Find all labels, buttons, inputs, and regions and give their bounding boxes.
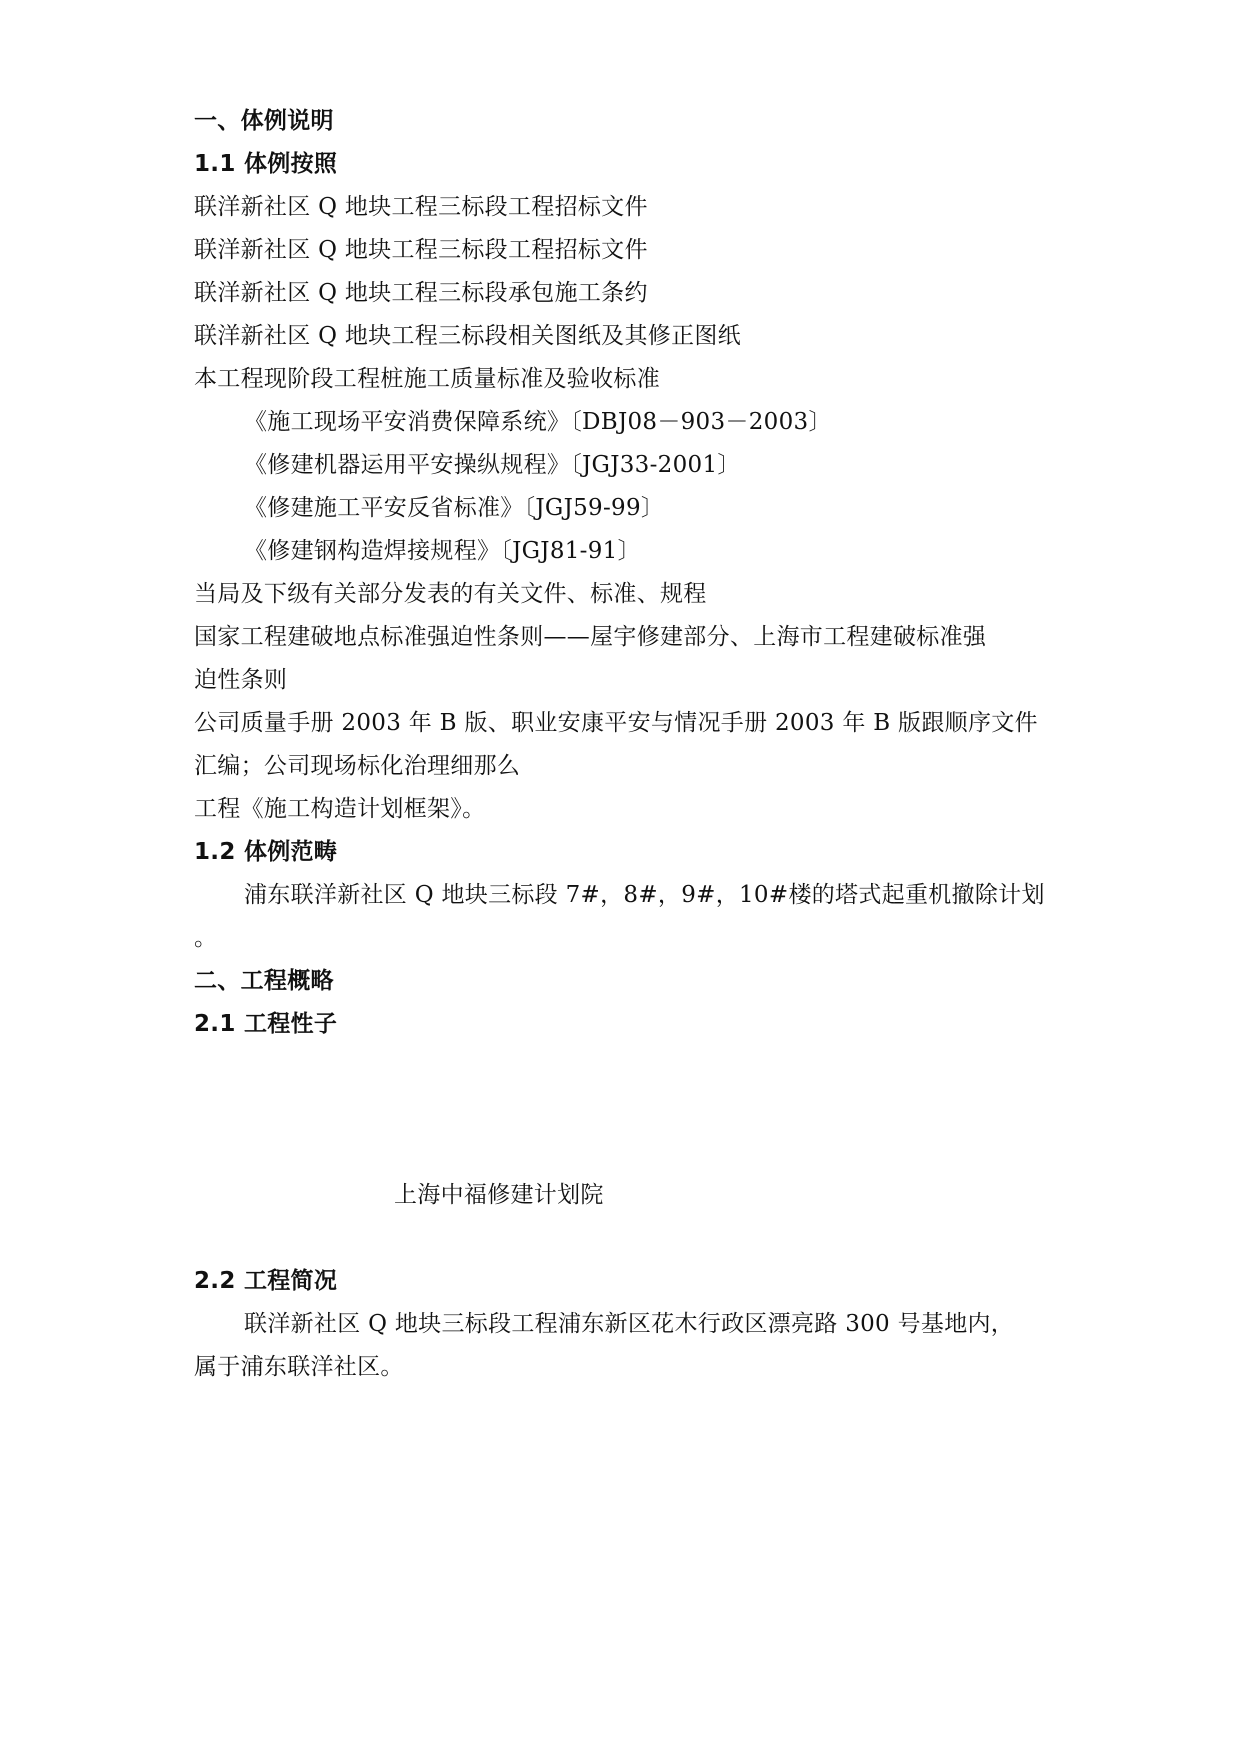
subsection-1-1-heading: 1.1 体例按照 [194, 151, 338, 177]
standard-item: 《施工现场平安消费保障系统》〔DBJ08－903－2003〕 [244, 409, 832, 435]
basis-item: 联洋新社区 Q 地块工程三标段工程招标文件 [194, 237, 648, 263]
other-item: 当局及下级有关部分发表的有关文件、标准、规程 [194, 581, 707, 607]
basis-item: 联洋新社区 Q 地块工程三标段相关图纸及其修正图纸 [194, 323, 741, 349]
overview-paragraph-line: 联洋新社区 Q 地块三标段工程浦东新区花木行政区漂亮路 300 号基地内， [244, 1311, 1015, 1337]
subsection-2-2-heading: 2.2 工程简况 [194, 1268, 338, 1294]
basis-item: 本工程现阶段工程桩施工质量标准及验收标准 [194, 366, 660, 392]
basis-item: 联洋新社区 Q 地块工程三标段工程招标文件 [194, 194, 648, 220]
subsection-1-2-heading: 1.2 体例范畴 [194, 839, 338, 865]
standard-item: 《修建施工平安反省标准》〔JGJ59-99〕 [244, 495, 665, 521]
section-2-heading: 二、工程概略 [194, 968, 334, 994]
basis-item: 联洋新社区 Q 地块工程三标段承包施工条约 [194, 280, 648, 306]
section-1-heading: 一、体例说明 [194, 108, 334, 134]
design-institute: 上海中福修建计划院 [394, 1182, 604, 1208]
scope-paragraph-line: 浦东联洋新社区 Q 地块三标段 7#，8#，9#，10#楼的塔式起重机撤除计划 [244, 882, 1045, 908]
other-item: 工程《施工构造计划框架》。 [194, 796, 486, 822]
scope-paragraph-line: 。 [194, 925, 218, 951]
subsection-2-1-heading: 2.1 工程性子 [194, 1011, 338, 1037]
other-item: 汇编；公司现场标化治理细那么 [194, 753, 521, 779]
other-item: 国家工程建破地点标准强迫性条则——屋宇修建部分、上海市工程建破标准强 [194, 624, 987, 650]
other-item: 迫性条则 [194, 667, 288, 693]
other-item: 公司质量手册 2003 年 B 版、职业安康平安与情况手册 2003 年 B 版跟顺序文件 [194, 710, 1038, 736]
overview-paragraph-line: 属于浦东联洋社区。 [194, 1354, 404, 1380]
standard-item: 《修建钢构造焊接规程》〔JGJ81-91〕 [244, 538, 641, 564]
standard-item: 《修建机器运用平安操纵规程》〔JGJ33-2001〕 [244, 452, 741, 478]
